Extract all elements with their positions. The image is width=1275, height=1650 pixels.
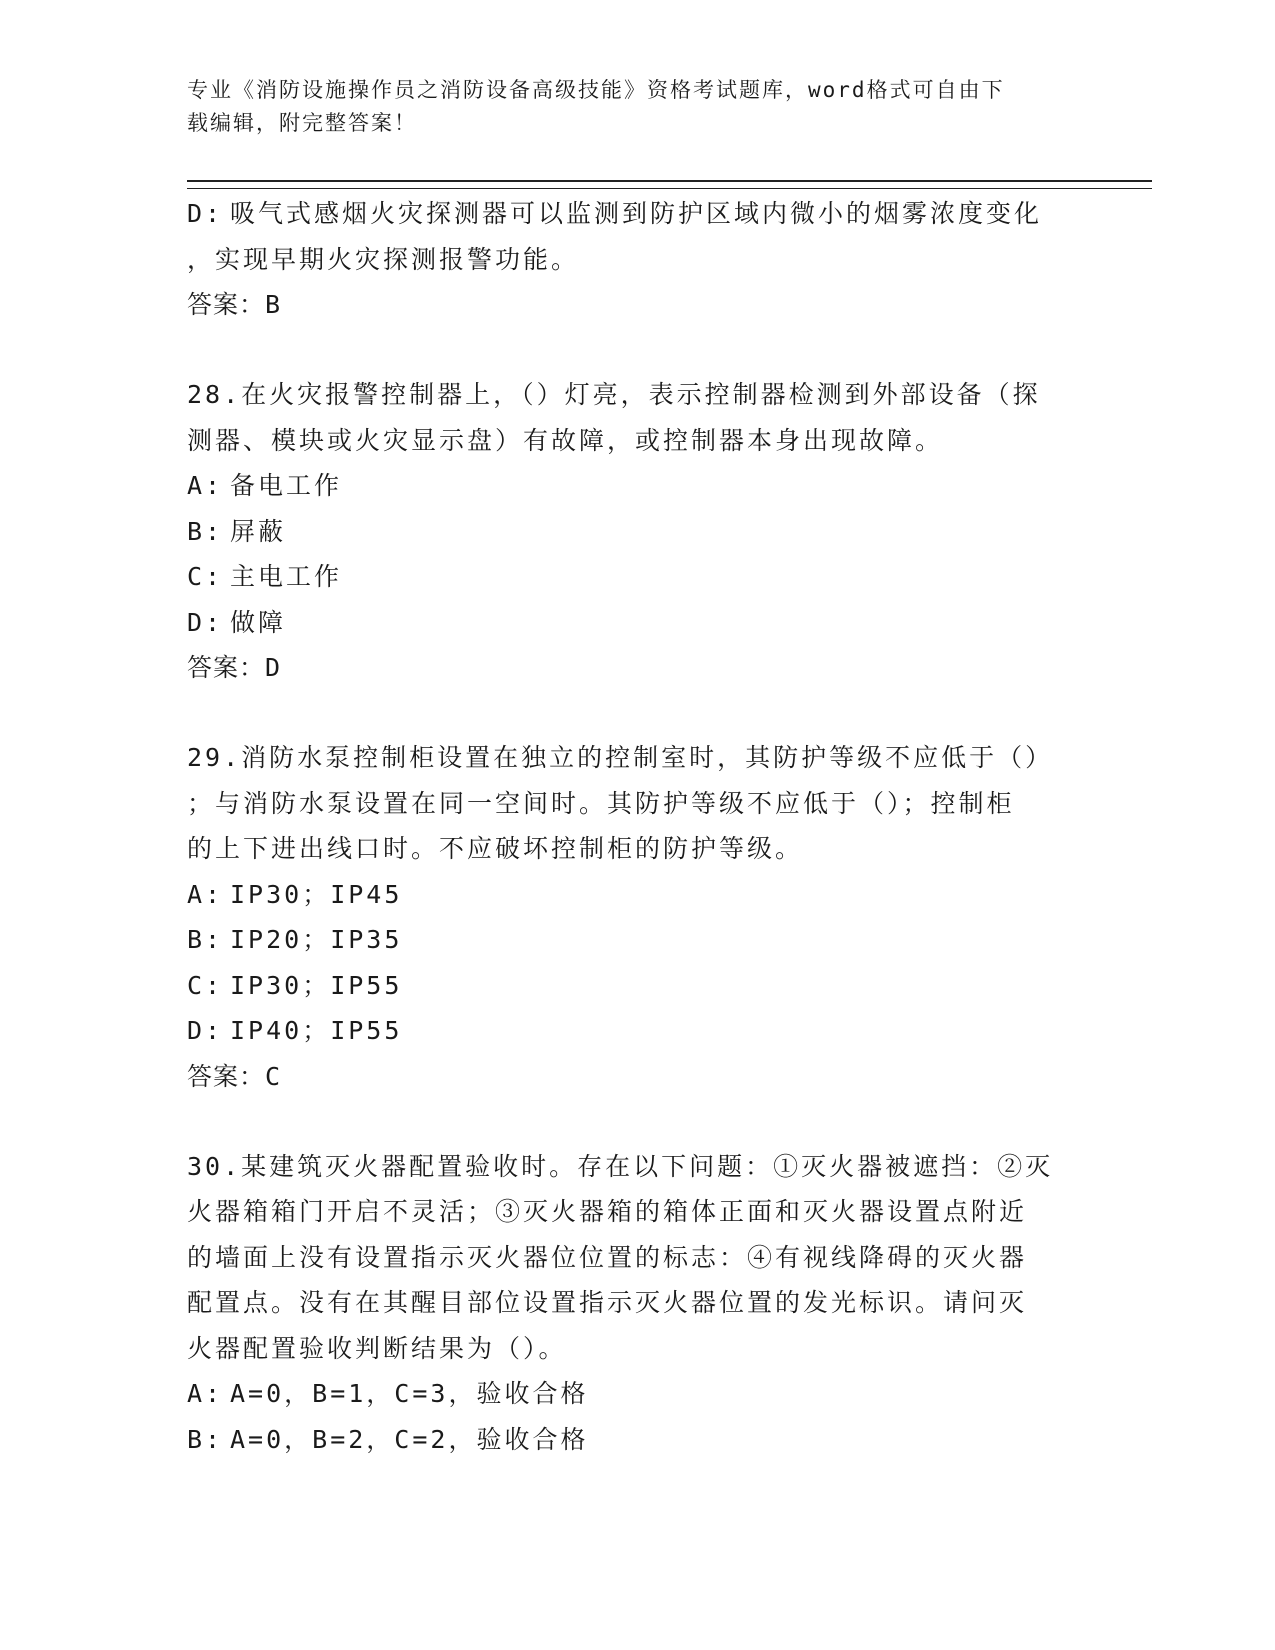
q28-option-b	[187, 509, 1087, 555]
option-prefix: C:	[187, 562, 224, 591]
spacer	[187, 328, 1087, 372]
header-divider	[187, 180, 1152, 189]
option-text: 主电工作	[230, 562, 343, 591]
q29-stem-line-3: 的上下进出线口时。不应破坏控制柜的防护等级。	[187, 834, 804, 863]
option-prefix: D:	[187, 1016, 224, 1045]
q29-option-b	[187, 917, 1087, 963]
option-text: IP20；IP35	[230, 925, 403, 954]
option-prefix: A:	[187, 879, 224, 909]
header-line-1: 专业《消防设施操作员之消防设备高级技能》资格考试题库，word格式可自由下	[187, 78, 1005, 102]
q29-option-c	[187, 963, 1087, 1009]
option-prefix: D:	[187, 199, 224, 228]
q30-stem-line-3: 的墙面上没有设置指示灭火器位位置的标志：④有视线降碍的灭火器	[187, 1242, 1028, 1272]
option-text: IP30；IP55	[230, 970, 403, 1000]
option-text: A=0，B=1，C=3，验收合格	[230, 1379, 589, 1408]
q28-option-a	[187, 463, 1087, 509]
q30-stem-line-4: 配置点。没有在其醒目部位设置指示灭火器位置的发光标识。请问灭	[187, 1288, 1028, 1317]
question-content	[187, 191, 1087, 1462]
q30-stem-line-2: 火器箱箱门开启不灵活；③灭火器箱的箱体正面和灭火器设置点附近	[187, 1197, 1028, 1226]
option-text: IP40；IP55	[230, 1016, 403, 1045]
q29-answer: 答案：C	[187, 1061, 282, 1091]
spacer	[187, 691, 1087, 735]
option-text: 做障	[230, 607, 287, 637]
option-prefix: A:	[187, 471, 224, 500]
option-text: 吸气式感烟火灾探测器可以监测到防护区域内微小的烟雾浓度变化	[230, 199, 1043, 228]
q30-stem-line-5: 火器配置验收判断结果为（）。	[187, 1333, 567, 1363]
document-header	[187, 74, 1067, 140]
q29-option-d	[187, 1008, 1087, 1054]
header-line-2: 载编辑，附完整答案！	[187, 111, 417, 135]
q27-option-d-cont: ，实现早期火灾探测报警功能。	[187, 244, 580, 274]
q28-stem-line-2: 测器、模块或火灾显示盘）有故障，或控制器本身出现故障。	[187, 425, 944, 455]
option-text: 屏蔽	[230, 516, 287, 546]
q30-option-a	[187, 1371, 1087, 1417]
option-prefix: D:	[187, 607, 224, 637]
q28-option-c	[187, 554, 1087, 600]
option-prefix: A:	[187, 1379, 224, 1408]
q28-option-d	[187, 600, 1087, 646]
q28-answer: 答案：D	[187, 653, 282, 682]
option-text: A=0，B=2，C=2，验收合格	[230, 1424, 589, 1454]
q29-stem-line-1: 29.消防水泵控制柜设置在独立的控制室时，其防护等级不应低于（）	[187, 743, 1054, 772]
q30-option-b	[187, 1417, 1087, 1463]
option-text: 备电工作	[230, 471, 343, 500]
q29-stem-line-2: ；与消防水泵设置在同一空间时。其防护等级不应低于（）；控制柜	[187, 788, 1015, 818]
q29-option-a	[187, 872, 1087, 918]
option-text: IP30；IP45	[230, 879, 403, 909]
q27-answer: 答案：B	[187, 290, 282, 319]
option-prefix: B:	[187, 925, 224, 954]
option-prefix: C:	[187, 970, 224, 1000]
option-prefix: B:	[187, 1424, 224, 1454]
q28-stem-line-1: 28.在火灾报警控制器上，（）灯亮，表示控制器检测到外部设备（探	[187, 380, 1041, 409]
option-prefix: B:	[187, 516, 224, 546]
q27-option-d	[187, 191, 1087, 237]
q30-stem-line-1: 30.某建筑灭火器配置验收时。存在以下问题：①灭火器被遮挡：②灭	[187, 1151, 1054, 1181]
spacer	[187, 1100, 1087, 1144]
